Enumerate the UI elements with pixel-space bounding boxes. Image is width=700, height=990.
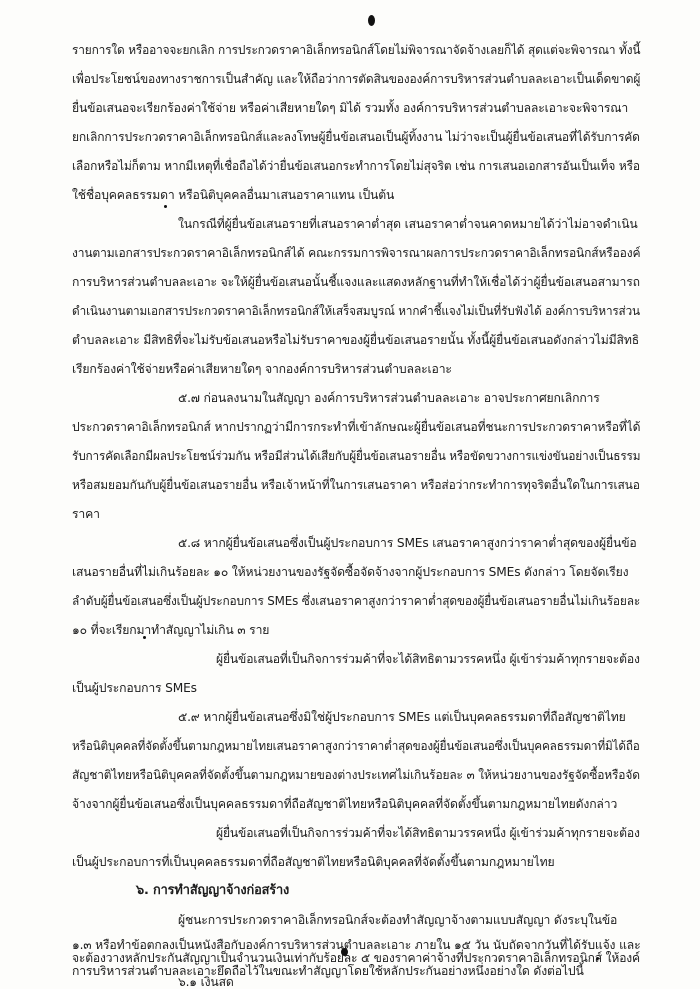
section-5-7-line: ๕.๗ ก่อนลงนามในสัญญา องค์การบริหารส่วนตำบลละเอาะ อาจประกาศยกเลิกการ	[178, 391, 600, 405]
paragraph-line: เป็นผู้ประกอบการ SMEs	[72, 681, 197, 695]
paragraph-line: จ้างจากผู้ยื่นข้อเสนอซึ่งเป็นบุคคลธรรมดาที่ถือสัญชาติไทยหรือนิติบุคคลที่จัดตั้งขึ้นตามกฎหมายไทยดังกล่าว	[72, 797, 618, 811]
paragraph-line: ประกวดราคาอิเล็กทรอนิกส์ หากปรากฏว่ามีการกระทำที่เข้าลักษณะผู้ยื่นข้อเสนอที่ชนะการประกวดราคาหรือที่ได้	[72, 420, 641, 434]
paragraph-line: ตำบลละเอาะ มีสิทธิที่จะไม่รับข้อเสนอหรือไม่รับราคาของผู้ยื่นข้อเสนอรายนั้น ทั้งนี้ผู้ยื่นข้อเสนอดังกล่าวไม่มีสิทธิ	[72, 333, 640, 347]
paragraph-line: การบริหารส่วนตำบลละเอาะยึดถือไว้ในขณะทำสัญญาโดยใช้หลักประกันอย่างหนึ่งอย่างใด ดังต่อไปนี้	[72, 964, 584, 978]
paragraph-line: ยื่นข้อเสนอจะเรียกร้องค่าใช้จ่าย หรือค่าเสียหายใดๆ มิได้ รวมทั้ง องค์การบริหารส่วนตำบลละเอาะจะพิจารณา	[72, 101, 629, 115]
paragraph-line: เลือกหรือไม่ก็ตาม หากมีเหตุที่เชื่อถือได้ว่ายื่นข้อเสนอกระทำการโดยไม่สุจริต เช่น การเสนอเอกสารอันเป็นเท็จ หรือ	[72, 159, 640, 173]
paragraph-line: ผู้ชนะการประกวดราคาอิเล็กทรอนิกส์จะต้องทำสัญญาจ้างตามแบบสัญญา ดังระบุในข้อ	[178, 913, 618, 927]
section-5-9-line: ๕.๙ หากผู้ยื่นข้อเสนอซึ่งมิใช่ผู้ประกอบการ SMEs แต่เป็นบุคคลธรรมดาที่ถือสัญชาติไทย	[178, 710, 626, 724]
paragraph-line: ลำดับผู้ยื่นข้อเสนอซึ่งเป็นผู้ประกอบการ SMEs ซึ่งเสนอราคาสูงกว่าราคาต่ำสุดของผู้ยื่นข้อเสนอรายอื่นไม่เกินร้อยละ	[72, 594, 641, 608]
paragraph-line: ราคา	[72, 507, 100, 521]
paragraph-line: ผู้ยื่นข้อเสนอที่เป็นกิจการร่วมค้าที่จะได้สิทธิตามวรรคหนึ่ง ผู้เข้าร่วมค้าทุกรายจะต้อง	[216, 826, 640, 840]
paragraph-line: เสนอรายอื่นที่ไม่เกินร้อยละ ๑๐ ให้หน่วยงานของรัฐจัดซื้อจัดจ้างจากผู้ประกอบการ SMEs ดังกล่าว โดยจัดเรียง	[72, 565, 629, 579]
paragraph-line: ใช้ชื่อบุคคลธรรมดา หรือนิติบุคคลอื่นมาเสนอราคาแทน เป็นต้น	[72, 188, 395, 202]
paragraph-line: เป็นผู้ประกอบการที่เป็นบุคคลธรรมดาที่ถือสัญชาติไทยหรือนิติบุคคลที่จัดตั้งขึ้นตามกฎหมายไทย	[72, 855, 555, 869]
paragraph-line: รับการคัดเลือกมีผลประโยชน์ร่วมกัน หรือมีส่วนได้เสียกับผู้ยื่นข้อเสนอรายอื่น หรือขัดขวางการแข่งขันอย่างเป็นธรรม	[72, 449, 641, 463]
paragraph-line: เรียกร้องค่าใช้จ่ายหรือค่าเสียหายใดๆ จากองค์การบริหารส่วนตำบลละเอาะ	[72, 362, 452, 376]
paragraph-line: รายการใด หรืออาจจะยกเลิก การประกวดราคาอิเล็กทรอนิกส์โดยไม่พิจารณาจัดจ้างเลยก็ได้ สุดแต่จะพิจารณา ทั้งนี้	[72, 43, 641, 57]
paragraph-line: การบริหารส่วนตำบลละเอาะ จะให้ผู้ยื่นข้อเสนอนั้นชี้แจงและแสดงหลักฐานที่ทำให้เชื่อได้ว่าผู้ยื่นข้อเสนอสามารถ	[72, 275, 640, 289]
paragraph-line: เพื่อประโยชน์ของทางราชการเป็นสำคัญ และให้ถือว่าการตัดสินขององค์การบริหารส่วนตำบลละเอาะเป็นเด็ดขาดผู้	[72, 72, 641, 86]
section-5-8-line: ๕.๘ หากผู้ยื่นข้อเสนอซึ่งเป็นผู้ประกอบการ SMEs เสนอราคาสูงกว่าราคาต่ำสุดของผู้ยื่นข้อ	[178, 536, 637, 550]
ink-spot-mid-left	[164, 205, 167, 208]
paragraph-line: ยกเลิกการประกวดราคาอิเล็กทรอนิกส์และลงโทษผู้ยื่นข้อเสนอเป็นผู้ทิ้งงาน ไม่ว่าจะเป็นผู้ยื่นข้อเสนอที่ได้รับการคัด	[72, 130, 640, 144]
paragraph-line: ดำเนินงานตามเอกสารประกวดราคาอิเล็กทรอนิกส์ให้เสร็จสมบูรณ์ หากคำชี้แจงไม่เป็นที่รับฟังได้ องค์การบริหารส่วน	[72, 304, 640, 318]
paragraph-line: หรือนิติบุคคลที่จัดตั้งขึ้นตามกฎหมายไทยเสนอราคาสูงกว่าราคาต่ำสุดของผู้ยื่นข้อเสนอซึ่งเป็นบุคคลธรรมดาที่มิได้ถือ	[72, 739, 640, 753]
paragraph-line: สัญชาติไทยหรือนิติบุคคลที่จัดตั้งขึ้นตามกฎหมายของต่างประเทศไม่เกินร้อยละ ๓ ให้หน่วยงานของรัฐจัดซื้อหรือจัด	[72, 768, 640, 782]
section-6-heading: ๖. การทำสัญญาจ้างก่อสร้าง	[136, 883, 290, 898]
ink-spot-top	[368, 15, 375, 26]
paragraph-line: งานตามเอกสารประกวดราคาอิเล็กทรอนิกส์ได้ คณะกรรมการพิจารณาผลการประกวดราคาอิเล็กทรอนิกส์หรือองค์	[72, 246, 641, 260]
paragraph-line: หรือสมยอมกันกับผู้ยื่นข้อเสนอรายอื่น หรือเจ้าหน้าที่ในการเสนอราคา หรือส่อว่ากระทำการทุจริตอื่นใดในการเสนอ	[72, 478, 640, 492]
paragraph-line: ในกรณีที่ผู้ยื่นข้อเสนอรายที่เสนอราคาต่ำสุด เสนอราคาต่ำจนคาดหมายได้ว่าไม่อาจดำเนิน	[178, 217, 638, 231]
section-6-1-line: ๖.๑ เงินสด	[178, 975, 234, 989]
paragraph-line: จะต้องวางหลักประกันสัญญาเป็นจำนวนเงินเท่ากับร้อยละ ๕ ของราคาค่าจ้างที่ประกวดราคาอิเล็กทรอนิกส์ ให้องค์	[72, 951, 640, 965]
paragraph-line: ๑.๓ หรือทำข้อตกลงเป็นหนังสือกับองค์การบริหารส่วนตำบลละเอาะ ภายใน ๑๕ วัน นับถัดจากวันที่ได้รับแจ้ง และ	[72, 938, 641, 952]
paragraph-line: ผู้ยื่นข้อเสนอที่เป็นกิจการร่วมค้าที่จะได้สิทธิตามวรรคหนึ่ง ผู้เข้าร่วมค้าทุกรายจะต้อง	[216, 652, 640, 666]
paragraph-line: ๑๐ ที่จะเรียกมาทำสัญญาไม่เกิน ๓ ราย	[72, 623, 270, 637]
